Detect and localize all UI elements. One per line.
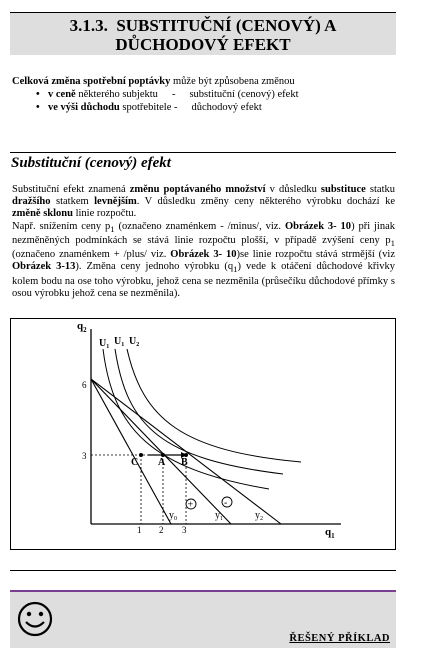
y-tick-label: 3 (82, 451, 87, 461)
intro-lead-bold: Celková změna spotřební poptávky (12, 76, 171, 87)
indifference-curve (127, 349, 301, 462)
line-label: $y_1$ (215, 510, 223, 522)
plus-sign: + (187, 499, 194, 511)
point-label: B (181, 457, 188, 468)
paragraph-2: Např. snížením ceny $p_1$ (označeno znaménkem - /minus/, viz. Obrázek 3- 10) při jinak nezměněných podmínkách se stává linie rozpočtu plošší, v případě zvýšení ceny $p_1$ (označeno znaménkem + /plus/ viz. Obrázek 3- 10)se linie rozpočtu stává strmější (viz Obrázek 3-13). Změna ceny jednoho výrobku $(q_1)$ vede k otáčení důchodové křivky kolem bodu na ose toho výrobku, jehož cena se nezměnila (průsečíku důchodové přímky s osou výrobku jehož cena se nezměnila). (12, 220, 396, 299)
list-item-rest: některého subjektu (75, 89, 158, 100)
curve-label: $U_2$ (129, 336, 140, 348)
subsection-title: Substituční (cenový) efekt (11, 155, 171, 171)
figure-frame (10, 318, 396, 550)
curve-label: $U_1$ (99, 338, 110, 350)
title-box (10, 12, 396, 55)
budget-line (91, 379, 231, 524)
point-label: C (131, 457, 139, 468)
list-item (48, 88, 397, 101)
divider-line (10, 570, 396, 571)
point-c (139, 453, 143, 457)
body-text (12, 184, 395, 300)
list-item-dash: - (171, 89, 176, 100)
minus-sign: - (224, 497, 228, 509)
x-tick-label: 1 (137, 525, 142, 535)
divider-line (10, 152, 396, 153)
section-heading (10, 13, 396, 54)
intro-lead-rest: může být způsobena změnou (170, 76, 295, 87)
y-tick-label: 6 (82, 380, 87, 390)
list-item-effect: důchodový efekt (191, 102, 262, 113)
x-tick-label: 2 (159, 525, 164, 535)
list-item-effect: substituční (cenový) efekt (189, 89, 299, 100)
heading-text: SUBSTITUČNÍ (CENOVÝ) A DŮCHODOVÝ EFEKT (115, 16, 337, 54)
list-item-rest: spotřebitele - (119, 102, 178, 113)
y-axis-label: $q_2$ (77, 320, 87, 334)
heading-number: 3.1.3. (69, 16, 108, 35)
line-label: $y_0$ (169, 510, 177, 522)
intro-block (12, 75, 397, 114)
smiley-icon (16, 600, 54, 638)
list-item-bold: v ceně (48, 89, 76, 100)
indifference-diagram (11, 319, 395, 549)
curve-label: $U_1$ (114, 336, 125, 348)
solved-example-label: ŘEŠENÝ PŘÍKLAD (289, 633, 390, 644)
intro-lead (12, 75, 397, 88)
list-item (48, 101, 397, 114)
x-axis-label: $q_1$ (325, 526, 335, 540)
list-item-bold: ve výši důchodu (48, 102, 120, 113)
point-label: A (158, 457, 166, 468)
paragraph-1: Substituční efekt znamená změnu poptávaného množství v důsledku substituce statku dražšího statkem levnějším. V důsledku změny ceny některého výrobku dochází ke změně sklonu linie rozpočtu. (12, 184, 395, 220)
x-tick-label: 3 (182, 525, 187, 535)
intro-list (12, 88, 397, 114)
solved-example-box (10, 590, 396, 648)
line-label: $y_2$ (255, 510, 263, 522)
